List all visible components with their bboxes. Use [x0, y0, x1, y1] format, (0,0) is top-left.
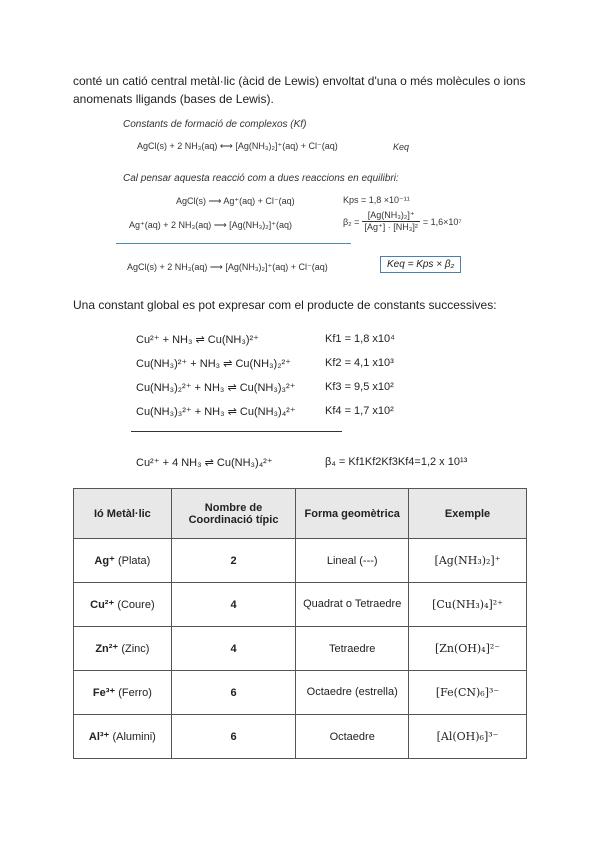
table-row [74, 583, 527, 627]
coordination-cell: 4 [171, 627, 296, 671]
beta2-denominator: [Ag⁺] · [NH₃]² [364, 222, 418, 232]
ion-cell [74, 539, 172, 583]
reaction-2-k [343, 210, 462, 233]
beta2-value: = 1,6×10⁷ [422, 216, 462, 227]
example-cell: [Ag(NH₃)₂]⁺ [409, 539, 527, 583]
table-row [74, 671, 527, 715]
figure-subtitle: Cal pensar aquesta reacció com a dues reaccions en equilibri: [123, 173, 399, 184]
step-1-k: Kf1 = 1,8 x10⁴ [325, 333, 395, 345]
header-ion: Ió Metàl·lic [74, 489, 172, 539]
beta2-label: β₂ = [343, 216, 360, 227]
header-example: Exemple [409, 489, 527, 539]
ion-symbol: Al³⁺ [88, 731, 110, 743]
step-1-equation: Cu²⁺ + NH₃ ⇌ Cu(NH₃)²⁺ [136, 334, 259, 346]
coordination-cell: 4 [171, 583, 296, 627]
step-2-equation: Cu(NH₃)²⁺ + NH₃ ⇌ Cu(NH₃)₂²⁺ [136, 358, 291, 370]
coordination-cell: 6 [171, 715, 296, 759]
ion-symbol: Fe³⁺ [92, 687, 116, 699]
ion-cell [74, 627, 172, 671]
global-equation: Cu²⁺ + 4 NH₃ ⇌ Cu(NH₃)₄²⁺ [136, 457, 273, 469]
ion-cell [74, 715, 172, 759]
global-constant-paragraph: Una constant global es pot expresar com el producte de constants successives: [73, 298, 497, 312]
reaction-3: AgCl(s) + 2 NH₃(aq) ⟶ [Ag(NH₃)₂]⁺(aq) + Cl⁻(aq) [127, 262, 328, 272]
ion-name: (Zinc) [121, 643, 150, 655]
figure-separator [116, 243, 351, 244]
ion-name: (Ferro) [118, 687, 152, 699]
ion-symbol: Cu²⁺ [90, 599, 115, 611]
ion-symbol: Zn²⁺ [95, 643, 119, 655]
table-header-row [74, 489, 527, 539]
beta2-numerator: [Ag(NH₃)₂]⁺ [362, 210, 419, 222]
example-cell: [Zn(OH)₄]²⁻ [409, 627, 527, 671]
step-3-k: Kf3 = 9,5 x10² [325, 381, 394, 393]
steps-separator [131, 431, 342, 432]
shape-cell: Quadrat o Tetraedre [296, 583, 409, 627]
coordination-cell: 6 [171, 671, 296, 715]
ion-symbol: Ag⁺ [94, 555, 115, 567]
shape-cell: Lineal (---) [296, 539, 409, 583]
example-cell: [Fe(CN)₆]³⁻ [409, 671, 527, 715]
metal-ion-table [73, 488, 527, 759]
example-cell: [Al(OH)₆]³⁻ [409, 715, 527, 759]
coordination-cell: 2 [171, 539, 296, 583]
step-4-equation: Cu(NH₃)₃²⁺ + NH₃ ⇌ Cu(NH₃)₄²⁺ [136, 406, 296, 418]
table-row [74, 539, 527, 583]
example-cell: [Cu(NH₃)₄]²⁺ [409, 583, 527, 627]
reaction-main-k: Keq [393, 142, 410, 152]
ion-name: (Alumini) [112, 731, 156, 743]
reaction-1: AgCl(s) ⟶ Ag⁺(aq) + Cl⁻(aq) [176, 196, 295, 206]
shape-cell: Octaedre [296, 715, 409, 759]
table-row [74, 627, 527, 671]
figure-title: Constants de formació de complexos (Kf) [123, 119, 307, 130]
shape-cell: Tetraedre [296, 627, 409, 671]
reaction-1-k: Kps = 1,8 ×10⁻¹¹ [343, 195, 410, 205]
reaction-2: Ag⁺(aq) + 2 NH₃(aq) ⟶ [Ag(NH₃)₂]⁺(aq) [129, 220, 293, 230]
beta2-fraction [362, 210, 419, 233]
ion-cell [74, 583, 172, 627]
step-3-equation: Cu(NH₃)₂²⁺ + NH₃ ⇌ Cu(NH₃)₃²⁺ [136, 382, 296, 394]
step-4-k: Kf4 = 1,7 x10² [325, 405, 394, 417]
ion-name: (Coure) [117, 599, 155, 611]
header-shape: Forma geomètrica [296, 489, 409, 539]
header-coordination: Nombre de Coordinació típic [171, 489, 296, 539]
keq-box: Keq = Kps × β₂ [380, 256, 461, 273]
intro-paragraph: conté un catió central metàl·lic (àcid de Lewis) envoltat d'una o més molècules o ions anomenats lligands (bases de Lewis). [73, 74, 526, 106]
shape-cell: Octaedre (estrella) [296, 671, 409, 715]
ion-name: (Plata) [117, 555, 151, 567]
reaction-main: AgCl(s) + 2 NH₃(aq) ⟷ [Ag(NH₃)₂]⁺(aq) + Cl⁻(aq) [137, 141, 338, 151]
step-2-k: Kf2 = 4,1 x10³ [325, 357, 394, 369]
global-k: β₄ = Kf1Kf2Kf3Kf4=1,2 x 10¹³ [325, 456, 468, 468]
table-row [74, 715, 527, 759]
ion-cell [74, 671, 172, 715]
